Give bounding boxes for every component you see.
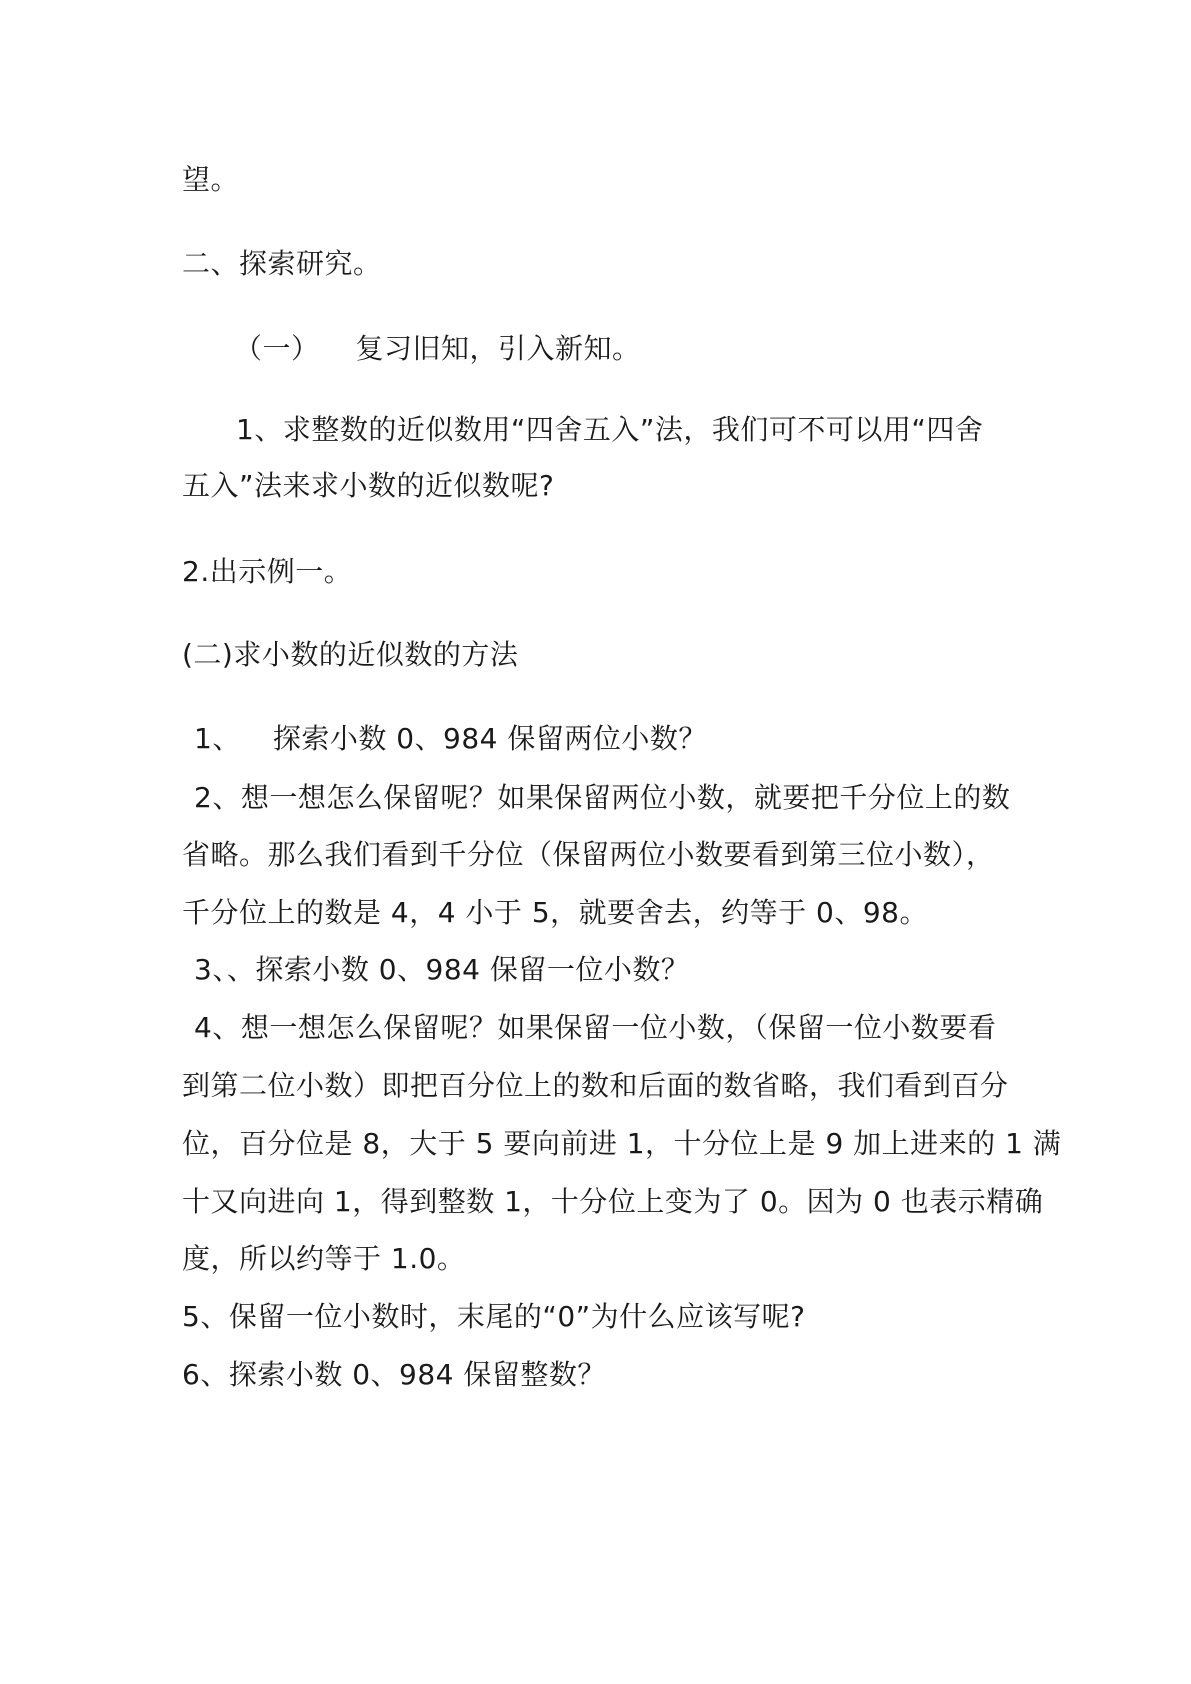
- text-line: 十又向进向 1，得到整数 1，十分位上变为了 0。因为 0 也表示精确: [182, 1185, 1044, 1218]
- text-line: 望。: [182, 163, 240, 196]
- list-item: 2、想一想怎么保留呢？如果保留两位小数，就要把千分位上的数: [194, 781, 1011, 814]
- text-line: 千分位上的数是 4，4 小于 5，就要舍去，约等于 0、98。: [182, 896, 928, 929]
- text-line: 1、求整数的近似数用“四舍五入”法，我们可不可以用“四舍: [236, 413, 984, 446]
- text-line: 位，百分位是 8，大于 5 要向前进 1，十分位上是 9 加上进来的 1 满: [182, 1127, 1062, 1160]
- subsection-number: （一）: [234, 332, 320, 365]
- text-line: 五入”法来求小数的近似数呢?: [182, 469, 555, 502]
- text-line: 省略。那么我们看到千分位（保留两位小数要看到第三位小数），: [182, 838, 995, 871]
- list-number: 1、: [194, 722, 241, 755]
- list-item: 4、想一想怎么保留呢？如果保留一位小数，（保留一位小数要看: [194, 1011, 997, 1044]
- subsection-heading: (二)求小数的近似数的方法: [182, 638, 519, 671]
- list-item: 6、探索小数 0、984 保留整数？: [182, 1358, 606, 1391]
- list-item: 5、保留一位小数时，末尾的“0”为什么应该写呢?: [182, 1300, 806, 1333]
- text-line: 度，所以约等于 1.0。: [182, 1242, 466, 1275]
- subsection-heading: [234, 331, 641, 367]
- list-text: 探索小数 0、984 保留两位小数？: [272, 722, 707, 755]
- list-item: 3、、探索小数 0、984 保留一位小数？: [194, 953, 690, 986]
- subsection-title: 复习旧知，引入新知。: [355, 332, 641, 365]
- text-line: 到第二位小数）即把百分位上的数和后面的数省略，我们看到百分: [182, 1069, 1009, 1102]
- list-item: [194, 721, 707, 757]
- text-line: 2.出示例一。: [182, 555, 353, 588]
- section-heading: 二、探索研究。: [182, 247, 382, 280]
